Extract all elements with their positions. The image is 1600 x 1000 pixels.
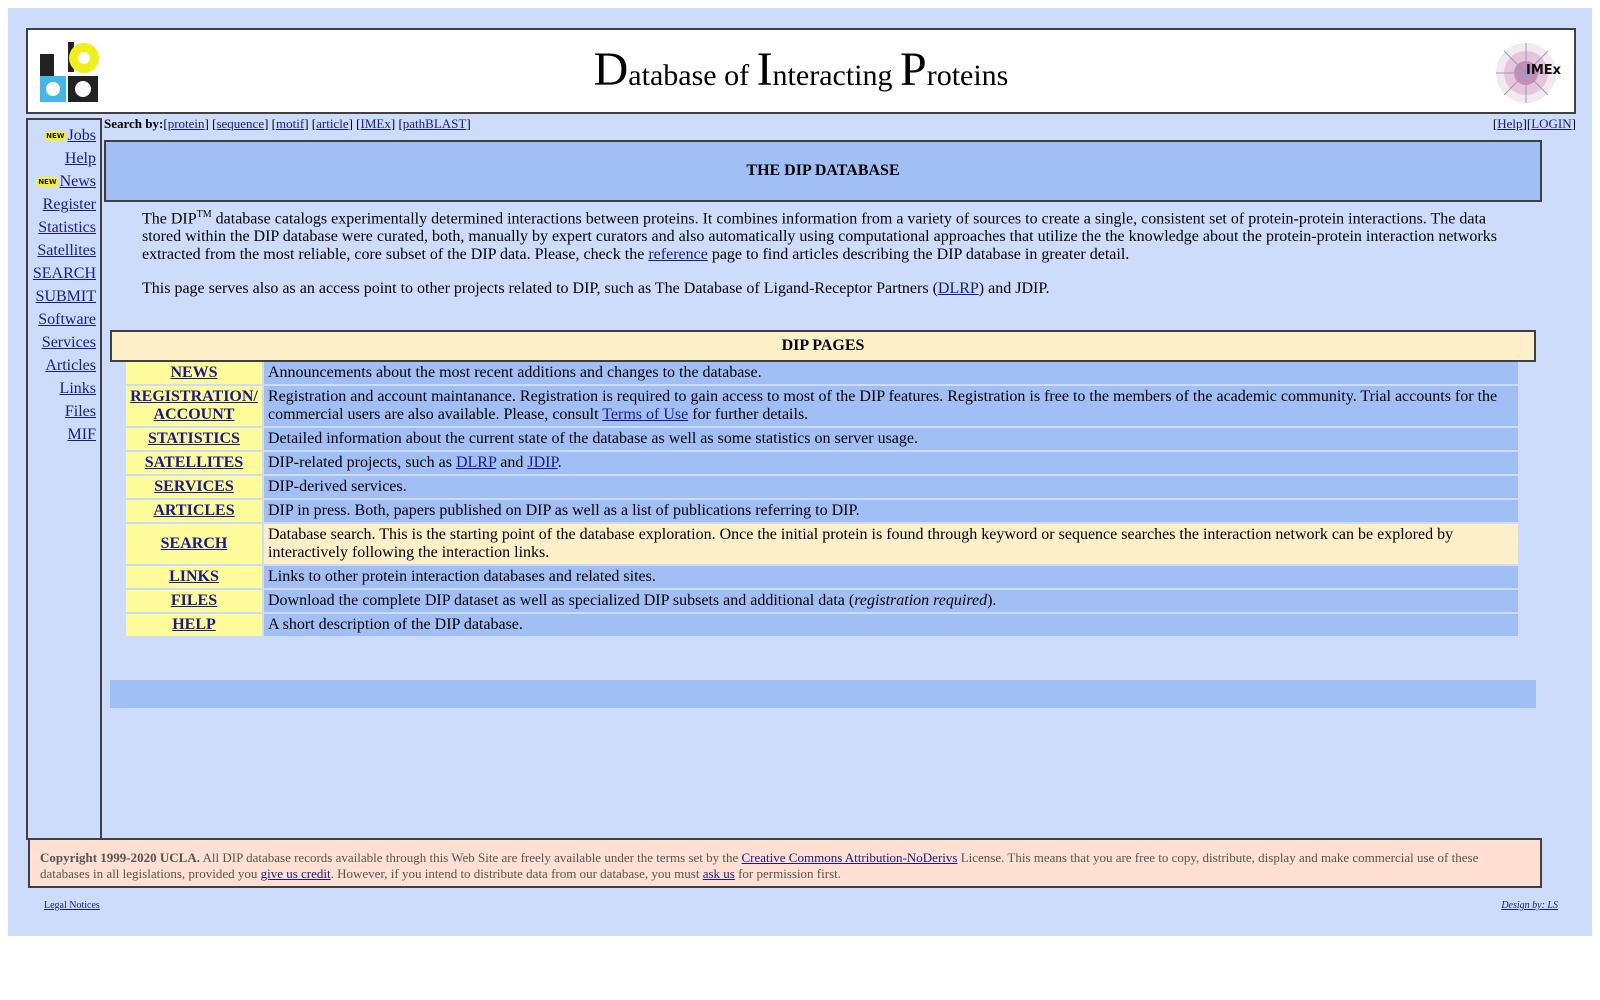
design-credit-link[interactable]: Design by: LS bbox=[1501, 900, 1558, 911]
legal-notices-link[interactable]: Legal Notices bbox=[44, 900, 100, 911]
title-initial-p: P bbox=[900, 43, 927, 96]
statistics-page-link[interactable]: STATISTICS bbox=[148, 430, 240, 447]
sidebar-item-search[interactable] bbox=[28, 262, 96, 285]
search-sequence-link[interactable]: sequence bbox=[216, 116, 265, 131]
dip-pages-table bbox=[124, 360, 1520, 638]
sidebar-item-submit[interactable] bbox=[28, 285, 96, 308]
sidebar-link[interactable]: SUBMIT bbox=[35, 288, 96, 305]
sidebar-link[interactable]: Services bbox=[41, 334, 96, 351]
desc-text: and bbox=[496, 454, 528, 471]
row-label bbox=[126, 386, 262, 426]
title-part: atabase of bbox=[628, 59, 757, 92]
sidebar-item-links[interactable] bbox=[28, 377, 96, 400]
table-row bbox=[126, 452, 1518, 474]
desc-text: for further details. bbox=[688, 406, 809, 423]
ask-us-link[interactable]: ask us bbox=[702, 866, 735, 881]
table-row bbox=[126, 524, 1518, 564]
copyright-text: for permission first. bbox=[734, 866, 841, 881]
copyright-label: Copyright 1999-2020 UCLA. bbox=[40, 850, 200, 865]
svg-text:IMEx: IMEx bbox=[1526, 63, 1562, 78]
row-description: DIP-derived services. bbox=[264, 476, 1518, 498]
links-page-link[interactable]: LINKS bbox=[169, 568, 219, 585]
intro-text-span: This page serves also as an access point to other projects related to DIP, such as The Database of Ligand-Receptor Partners ( bbox=[142, 280, 938, 298]
table-footer-bar bbox=[110, 680, 1536, 708]
table-row bbox=[126, 500, 1518, 522]
row-label bbox=[126, 362, 262, 384]
sidebar-item-files[interactable] bbox=[28, 400, 96, 423]
sidebar-item-help[interactable] bbox=[28, 147, 96, 170]
sidebar-link[interactable]: Satellites bbox=[37, 242, 96, 259]
desc-text: ). bbox=[987, 592, 997, 609]
give-credit-link[interactable]: give us credit bbox=[260, 866, 331, 881]
dlrp-link[interactable]: DLRP bbox=[937, 280, 979, 298]
banner bbox=[26, 28, 1576, 114]
search-motif-link[interactable]: motif bbox=[276, 116, 305, 131]
articles-page-link[interactable]: ARTICLES bbox=[153, 502, 235, 519]
intro-text-span: The DIP bbox=[142, 210, 197, 228]
row-label bbox=[126, 566, 262, 588]
search-by-bar: Search by:[protein] [sequence] [motif] [article] [IMEx] [pathBLAST] [Help][LOGIN] bbox=[104, 116, 1576, 131]
table-row bbox=[126, 476, 1518, 498]
help-page-link[interactable]: HELP bbox=[172, 616, 216, 633]
sidebar-item-statistics[interactable] bbox=[28, 216, 96, 239]
page-background bbox=[8, 8, 1592, 936]
row-label bbox=[126, 428, 262, 450]
sidebar-link[interactable]: Register bbox=[42, 196, 96, 213]
desc-text: . bbox=[557, 454, 562, 471]
sidebar-link[interactable]: Help bbox=[64, 150, 96, 167]
sidebar-item-services[interactable] bbox=[28, 331, 96, 354]
new-badge-icon: NEW bbox=[38, 178, 57, 187]
help-link[interactable]: Help bbox=[1497, 116, 1523, 131]
copyright-notice bbox=[28, 838, 1542, 888]
search-pathblast-link[interactable]: pathBLAST bbox=[402, 116, 467, 131]
row-description bbox=[264, 386, 1518, 426]
page-title bbox=[28, 42, 1574, 97]
copyright-text: . However, if you intend to distribute data from our database, you must bbox=[330, 866, 703, 881]
row-label bbox=[126, 500, 262, 522]
intro-paragraph bbox=[142, 206, 1512, 264]
copyright-text: License. This means that you are free to copy, distribute, display and make commercial use of these databases in all legislations, provided you bbox=[40, 850, 1479, 881]
row-label bbox=[126, 524, 262, 564]
row-description bbox=[264, 452, 1518, 474]
intro-text-span: ) and JDIP. bbox=[978, 280, 1050, 298]
dip-pages-heading: DIP PAGES bbox=[110, 330, 1536, 362]
intro-text bbox=[142, 206, 1512, 314]
sidebar-link[interactable]: News bbox=[59, 173, 96, 190]
section-heading: THE DIP DATABASE bbox=[104, 140, 1542, 202]
sidebar-link[interactable]: Software bbox=[38, 311, 96, 328]
row-label bbox=[126, 614, 262, 636]
new-badge-icon: NEW bbox=[46, 132, 65, 141]
title-initial-d: D bbox=[593, 43, 629, 96]
row-description: Announcements about the most recent additions and changes to the database. bbox=[264, 362, 1518, 384]
trademark-mark: TM bbox=[196, 209, 212, 220]
table-row bbox=[126, 386, 1518, 426]
table-row bbox=[126, 428, 1518, 450]
row-description: Links to other protein interaction databases and related sites. bbox=[264, 566, 1518, 588]
search-article-link[interactable]: article bbox=[316, 116, 349, 131]
desc-text: Registration and account maintanance. Registration is required to gain access to most of the DIP features. Registration is free to the members of the academic community. Trial accounts for the commercial users are also available. Please, consult bbox=[268, 388, 1498, 423]
sidebar-nav bbox=[26, 118, 102, 840]
news-page-link[interactable]: NEWS bbox=[170, 364, 218, 381]
title-initial-i: I bbox=[756, 43, 773, 96]
reference-link[interactable]: reference bbox=[648, 246, 708, 264]
row-label bbox=[126, 590, 262, 612]
intro-text-span: page to find articles describing the DIP database in greater detail. bbox=[707, 246, 1130, 264]
sidebar-link[interactable]: Statistics bbox=[38, 219, 96, 236]
table-row bbox=[126, 566, 1518, 588]
satellites-page-link[interactable]: SATELLITES bbox=[144, 454, 244, 471]
table-row bbox=[126, 614, 1518, 636]
sidebar-link[interactable]: Links bbox=[59, 380, 96, 397]
row-description: A short description of the DIP database. bbox=[264, 614, 1518, 636]
sidebar-link[interactable]: SEARCH bbox=[32, 265, 96, 282]
login-link[interactable]: LOGIN bbox=[1531, 116, 1572, 131]
sidebar-link[interactable]: Jobs bbox=[67, 127, 96, 144]
sidebar-item-satellites[interactable] bbox=[28, 239, 96, 262]
row-label bbox=[126, 476, 262, 498]
search-imex-link[interactable]: IMEx bbox=[360, 116, 391, 131]
search-protein-link[interactable]: protein bbox=[167, 116, 205, 131]
row-label bbox=[126, 452, 262, 474]
sidebar-link[interactable]: MIF bbox=[67, 426, 96, 443]
services-page-link[interactable]: SERVICES bbox=[154, 478, 234, 495]
desc-emphasis: registration required bbox=[854, 592, 988, 609]
sidebar-item-news[interactable] bbox=[28, 170, 96, 193]
search-page-link[interactable]: SEARCH bbox=[160, 535, 228, 552]
row-description: Database search. This is the starting point of the database exploration. Once the initial protein is found through keyword or sequence searches the interaction network can be explored by interactively following the interaction links. bbox=[264, 524, 1518, 564]
intro-paragraph bbox=[142, 280, 1512, 298]
registration-page-link[interactable]: REGISTRATION/ ACCOUNT bbox=[130, 388, 258, 423]
sidebar-item-jobs[interactable] bbox=[28, 124, 96, 147]
jdip-link[interactable]: JDIP bbox=[527, 454, 558, 471]
terms-of-use-link[interactable]: Terms of Use bbox=[602, 406, 689, 423]
sidebar-item-software[interactable] bbox=[28, 308, 96, 331]
intro-text-span: database catalogs experimentally determined interactions between proteins. It combines information from a variety of sources to create a single, consistent set of protein-protein interactions. The data stored within the DIP database were curated, both, manually by expert curators and also automatically using computational approaches that utilize the the knowledge about the protein-protein interaction networks extracted from the most reliable, core subset of the DIP data. Please, check the bbox=[142, 210, 1497, 264]
search-by-label: Search by: bbox=[104, 116, 164, 131]
title-part: roteins bbox=[926, 59, 1009, 92]
copyright-text: All DIP database records available through this Web Site are freely available under the terms set by the bbox=[199, 850, 742, 865]
table-row bbox=[126, 362, 1518, 384]
sidebar-item-mif[interactable] bbox=[28, 423, 96, 446]
desc-text: Download the complete DIP dataset as well as specialized DIP subsets and additional data ( bbox=[268, 592, 855, 609]
dlrp-link[interactable]: DLRP bbox=[455, 454, 497, 471]
sidebar-link[interactable]: Articles bbox=[45, 357, 96, 374]
account-links: [Help][LOGIN] bbox=[1492, 116, 1576, 131]
sidebar-link[interactable]: Files bbox=[64, 403, 96, 420]
files-page-link[interactable]: FILES bbox=[170, 592, 218, 609]
row-description bbox=[264, 590, 1518, 612]
creative-commons-link[interactable]: Creative Commons Attribution-NoDerivs bbox=[741, 850, 958, 865]
desc-text: DIP-related projects, such as bbox=[268, 454, 456, 471]
table-row bbox=[126, 590, 1518, 612]
row-description: DIP in press. Both, papers published on DIP as well as a list of publications referring to DIP. bbox=[264, 500, 1518, 522]
sidebar-item-articles[interactable] bbox=[28, 354, 96, 377]
row-description: Detailed information about the current state of the database as well as some statistics on server usage. bbox=[264, 428, 1518, 450]
sidebar-item-register[interactable] bbox=[28, 193, 96, 216]
title-part: nteracting bbox=[772, 59, 900, 92]
imex-logo-icon[interactable] bbox=[1492, 38, 1568, 108]
